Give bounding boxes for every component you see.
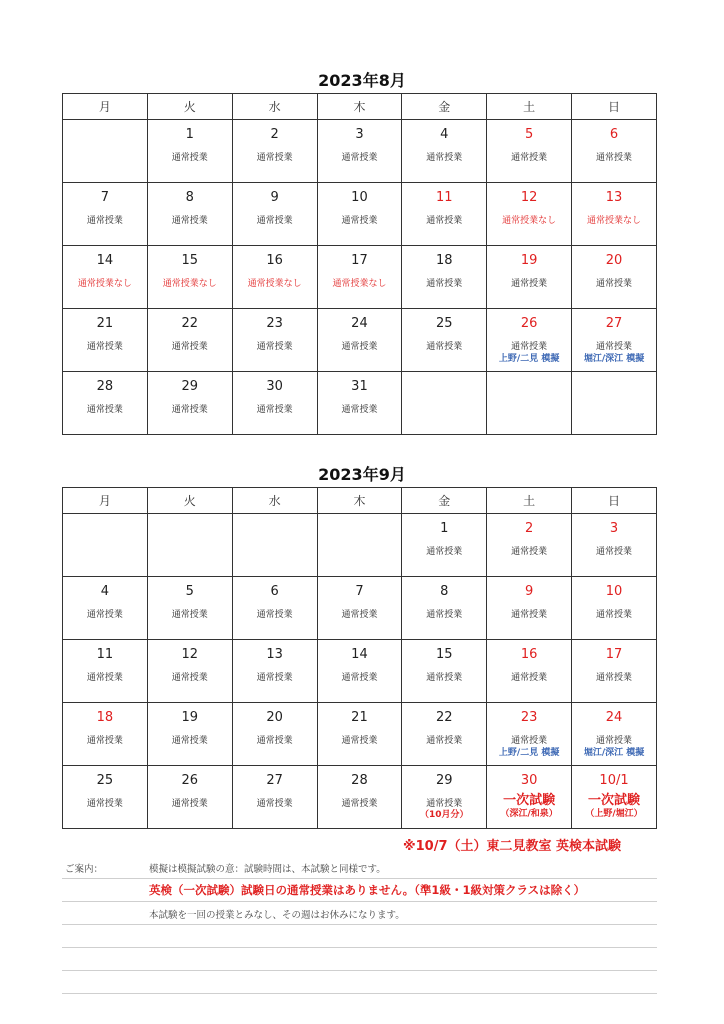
- notes-text-1: 模擬は模擬試験の意：試験時間は、本試験と同様です。: [149, 864, 386, 875]
- class-status: 通常授業: [86, 736, 123, 746]
- class-status: 通常授業: [426, 216, 463, 226]
- day-cell: [317, 703, 402, 766]
- day-cell: [232, 766, 317, 829]
- day-number: 27: [266, 773, 283, 788]
- class-status: 通常授業: [171, 342, 208, 352]
- day-cell: [402, 309, 487, 372]
- class-status: 通常授業: [596, 547, 633, 557]
- day-cell: [147, 246, 232, 309]
- class-status: 通常授業: [426, 342, 463, 352]
- weekday-header: 火: [147, 94, 232, 120]
- day-cell: [487, 246, 572, 309]
- day-number: 18: [436, 253, 453, 268]
- weekday-header: 水: [232, 488, 317, 514]
- class-status: 通常授業: [256, 736, 293, 746]
- class-status: 通常授業: [426, 279, 463, 289]
- exam-note: ※10/7（土）東二見教室 英検本試験: [403, 839, 622, 854]
- exam-label: 一次試験: [503, 793, 556, 808]
- day-cell: [147, 120, 232, 183]
- day-cell: [487, 309, 572, 372]
- day-number: 24: [605, 710, 623, 725]
- notes-line: [62, 902, 657, 925]
- class-status: 通常授業: [341, 216, 378, 226]
- day-cell: [572, 183, 657, 246]
- week-row: [63, 703, 657, 766]
- class-status: 通常授業: [596, 342, 633, 352]
- day-cell: [317, 640, 402, 703]
- class-status: 通常授業: [171, 405, 208, 415]
- empty-day-cell: [487, 372, 572, 435]
- day-number: 6: [609, 127, 619, 142]
- empty-day-cell: [402, 372, 487, 435]
- empty-day-cell: [147, 514, 232, 577]
- day-number: 29: [436, 773, 453, 788]
- class-status: 通常授業: [86, 610, 123, 620]
- calendar-august: [62, 93, 657, 435]
- day-cell: [317, 246, 402, 309]
- day-cell: [317, 120, 402, 183]
- day-number: 13: [605, 190, 623, 205]
- day-number: 25: [436, 316, 453, 331]
- day-cell: [147, 703, 232, 766]
- class-status: 通常授業: [426, 610, 463, 620]
- week-row: [63, 640, 657, 703]
- class-status: 通常授業なし: [332, 279, 387, 289]
- day-number: 27: [605, 316, 623, 331]
- week-row: [63, 246, 657, 309]
- class-status: 通常授業なし: [587, 216, 642, 226]
- class-status: 通常授業: [426, 673, 463, 683]
- class-status: 通常授業: [256, 216, 293, 226]
- day-number: 11: [96, 647, 114, 662]
- notes-text-3: 本試験を一回の授業とみなし、その週はお休みになります。: [149, 910, 405, 921]
- day-cell: [487, 766, 572, 829]
- notes-section: [62, 856, 657, 994]
- day-cell: [232, 246, 317, 309]
- day-cell: [63, 246, 148, 309]
- class-status: 通常授業: [171, 610, 208, 620]
- day-cell: [63, 372, 148, 435]
- day-number: 19: [520, 253, 538, 268]
- weekday-header: 水: [232, 94, 317, 120]
- class-status: 通常授業: [171, 216, 208, 226]
- september-title: 2023年9月: [318, 465, 406, 484]
- class-status: 通常授業: [511, 153, 548, 163]
- day-number: 5: [525, 127, 534, 142]
- day-cell: [402, 514, 487, 577]
- day-cell: [402, 246, 487, 309]
- day-number: 6: [270, 584, 279, 599]
- class-status: 通常授業: [171, 736, 208, 746]
- day-cell: [487, 120, 572, 183]
- day-cell: [572, 640, 657, 703]
- day-number: 22: [181, 316, 199, 331]
- class-status: 通常授業なし: [77, 279, 132, 289]
- weekday-header: 月: [63, 94, 148, 120]
- weekday-header: 土: [487, 488, 572, 514]
- week-row: [63, 514, 657, 577]
- day-number: 16: [266, 253, 283, 268]
- day-cell: [572, 703, 657, 766]
- class-status: 通常授業: [596, 610, 633, 620]
- day-cell: [572, 514, 657, 577]
- notes-line-empty: [62, 971, 657, 994]
- day-number: 23: [266, 316, 283, 331]
- day-cell: [232, 372, 317, 435]
- day-cell: [317, 309, 402, 372]
- day-cell: [487, 514, 572, 577]
- day-cell: [147, 640, 232, 703]
- day-cell: [232, 309, 317, 372]
- class-status: 通常授業なし: [247, 279, 302, 289]
- week-row: [63, 120, 657, 183]
- day-cell: [63, 640, 148, 703]
- day-number: 10/1: [599, 773, 629, 788]
- class-status: 通常授業なし: [502, 216, 557, 226]
- exam-venue: （深江/和泉）: [500, 809, 558, 819]
- day-number: 23: [520, 710, 538, 725]
- day-cell: [572, 120, 657, 183]
- weekday-header-row: [63, 488, 657, 514]
- day-number: 30: [266, 379, 283, 394]
- notes-line-empty: [62, 925, 657, 948]
- day-number: 3: [355, 127, 364, 142]
- day-cell: [487, 640, 572, 703]
- class-status: 通常授業: [596, 279, 633, 289]
- class-status: 通常授業: [86, 216, 123, 226]
- day-number: 12: [520, 190, 538, 205]
- day-cell: [317, 766, 402, 829]
- mock-exam-label: 上野/二見 模擬: [498, 748, 560, 758]
- day-number: 29: [181, 379, 199, 394]
- day-number: 3: [609, 521, 619, 536]
- day-cell: [402, 120, 487, 183]
- class-status: 通常授業: [341, 342, 378, 352]
- day-number: 9: [525, 584, 534, 599]
- day-cell: [572, 246, 657, 309]
- day-number: 17: [605, 647, 623, 662]
- day-number: 19: [181, 710, 199, 725]
- class-status: 通常授業: [256, 342, 293, 352]
- weekday-header: 木: [317, 94, 402, 120]
- day-number: 30: [520, 773, 538, 788]
- week-row: [63, 309, 657, 372]
- day-number: 11: [436, 190, 453, 205]
- notes-line-empty: [62, 948, 657, 971]
- day-number: 10: [351, 190, 368, 205]
- class-status: 通常授業: [426, 799, 463, 809]
- day-number: 7: [100, 190, 110, 205]
- weekday-header: 月: [63, 488, 148, 514]
- day-number: 20: [266, 710, 283, 725]
- day-cell: [63, 703, 148, 766]
- day-number: 9: [270, 190, 279, 205]
- day-cell: [63, 766, 148, 829]
- day-number: 25: [96, 773, 114, 788]
- day-number: 22: [436, 710, 453, 725]
- day-number: 28: [96, 379, 114, 394]
- class-status: 通常授業: [171, 673, 208, 683]
- day-cell: [402, 703, 487, 766]
- day-cell: [487, 703, 572, 766]
- day-number: 15: [181, 253, 199, 268]
- day-cell: [232, 183, 317, 246]
- week-row: [63, 766, 657, 829]
- day-cell: [402, 183, 487, 246]
- day-number: 7: [355, 584, 364, 599]
- empty-day-cell: [317, 514, 402, 577]
- class-status: 通常授業: [341, 405, 378, 415]
- empty-day-cell: [63, 514, 148, 577]
- day-cell: [317, 372, 402, 435]
- day-number: 2: [270, 127, 279, 142]
- day-number: 15: [436, 647, 453, 662]
- class-status: 通常授業: [426, 736, 463, 746]
- class-status: 通常授業: [341, 799, 378, 809]
- day-number: 13: [266, 647, 283, 662]
- class-status: 通常授業: [596, 153, 633, 163]
- weekday-header: 日: [572, 94, 657, 120]
- class-status: 通常授業: [171, 799, 208, 809]
- class-status: 通常授業: [256, 153, 293, 163]
- day-cell: [402, 766, 487, 829]
- day-number: 28: [351, 773, 368, 788]
- week-row: [63, 183, 657, 246]
- class-status: 通常授業: [511, 279, 548, 289]
- weekday-header: 火: [147, 488, 232, 514]
- mock-exam-label: 堀江/深江 模擬: [583, 748, 645, 758]
- day-cell: [317, 183, 402, 246]
- calendar-september: [62, 487, 657, 829]
- class-status: 通常授業: [426, 547, 463, 557]
- day-number: 12: [181, 647, 199, 662]
- day-number: 18: [96, 710, 114, 725]
- class-status: 通常授業: [171, 153, 208, 163]
- mock-exam-label: 堀江/深江 模擬: [583, 354, 645, 364]
- class-status: 通常授業: [511, 547, 548, 557]
- weekday-header: 日: [572, 488, 657, 514]
- weekday-header: 金: [402, 488, 487, 514]
- class-status: 通常授業: [511, 610, 548, 620]
- class-status: 通常授業: [86, 342, 123, 352]
- day-cell: [147, 372, 232, 435]
- class-status: 通常授業: [511, 673, 548, 683]
- class-status: 通常授業: [341, 673, 378, 683]
- week-row: [63, 577, 657, 640]
- weekday-header-row: [63, 94, 657, 120]
- day-number: 17: [351, 253, 368, 268]
- exam-venue: （上野/堀江）: [585, 809, 643, 819]
- notes-label: ご案内：: [65, 864, 104, 875]
- day-cell: [147, 183, 232, 246]
- day-cell: [572, 766, 657, 829]
- class-status: 通常授業: [256, 673, 293, 683]
- day-number: 16: [520, 647, 538, 662]
- class-note: （10月分）: [420, 810, 469, 820]
- notes-text-2: 英検（一次試験）試験日の通常授業はありません。（準1級・1級対策クラスは除く）: [149, 883, 586, 897]
- day-cell: [63, 577, 148, 640]
- class-status: 通常授業: [341, 153, 378, 163]
- exam-label: 一次試験: [588, 793, 641, 808]
- class-status: 通常授業: [256, 799, 293, 809]
- day-number: 20: [605, 253, 623, 268]
- day-cell: [147, 309, 232, 372]
- day-number: 1: [185, 127, 194, 142]
- day-cell: [402, 640, 487, 703]
- class-status: 通常授業: [596, 673, 633, 683]
- day-number: 24: [351, 316, 368, 331]
- class-status: 通常授業: [426, 153, 463, 163]
- class-status: 通常授業: [86, 673, 123, 683]
- empty-day-cell: [63, 120, 148, 183]
- day-number: 21: [96, 316, 114, 331]
- day-cell: [63, 309, 148, 372]
- day-number: 10: [605, 584, 623, 599]
- day-cell: [147, 577, 232, 640]
- day-cell: [147, 766, 232, 829]
- day-cell: [487, 577, 572, 640]
- empty-day-cell: [232, 514, 317, 577]
- day-number: 14: [96, 253, 114, 268]
- day-cell: [572, 309, 657, 372]
- weekday-header: 金: [402, 94, 487, 120]
- day-cell: [402, 577, 487, 640]
- week-row: [63, 372, 657, 435]
- day-cell: [317, 577, 402, 640]
- day-number: 14: [351, 647, 368, 662]
- day-number: 26: [181, 773, 199, 788]
- class-status: 通常授業なし: [162, 279, 217, 289]
- day-cell: [232, 640, 317, 703]
- class-status: 通常授業: [341, 610, 378, 620]
- class-status: 通常授業: [86, 405, 123, 415]
- day-number: 26: [520, 316, 538, 331]
- day-cell: [572, 577, 657, 640]
- day-number: 4: [100, 584, 110, 599]
- class-status: 通常授業: [256, 610, 293, 620]
- class-status: 通常授業: [341, 736, 378, 746]
- day-number: 21: [351, 710, 368, 725]
- class-status: 通常授業: [256, 405, 293, 415]
- day-number: 31: [351, 379, 368, 394]
- class-status: 通常授業: [86, 799, 123, 809]
- day-number: 5: [185, 584, 194, 599]
- notes-line: [62, 856, 657, 879]
- weekday-header: 木: [317, 488, 402, 514]
- class-status: 通常授業: [511, 342, 548, 352]
- day-cell: [232, 577, 317, 640]
- weekday-header: 土: [487, 94, 572, 120]
- day-cell: [232, 120, 317, 183]
- day-number: 8: [440, 584, 449, 599]
- day-number: 2: [525, 521, 534, 536]
- day-number: 1: [440, 521, 449, 536]
- class-status: 通常授業: [596, 736, 633, 746]
- day-cell: [487, 183, 572, 246]
- day-cell: [63, 183, 148, 246]
- mock-exam-label: 上野/二見 模擬: [498, 354, 560, 364]
- class-status: 通常授業: [511, 736, 548, 746]
- day-cell: [232, 703, 317, 766]
- day-number: 8: [185, 190, 194, 205]
- august-title: 2023年8月: [318, 71, 406, 90]
- day-number: 4: [440, 127, 449, 142]
- empty-day-cell: [572, 372, 657, 435]
- notes-line: [62, 879, 657, 902]
